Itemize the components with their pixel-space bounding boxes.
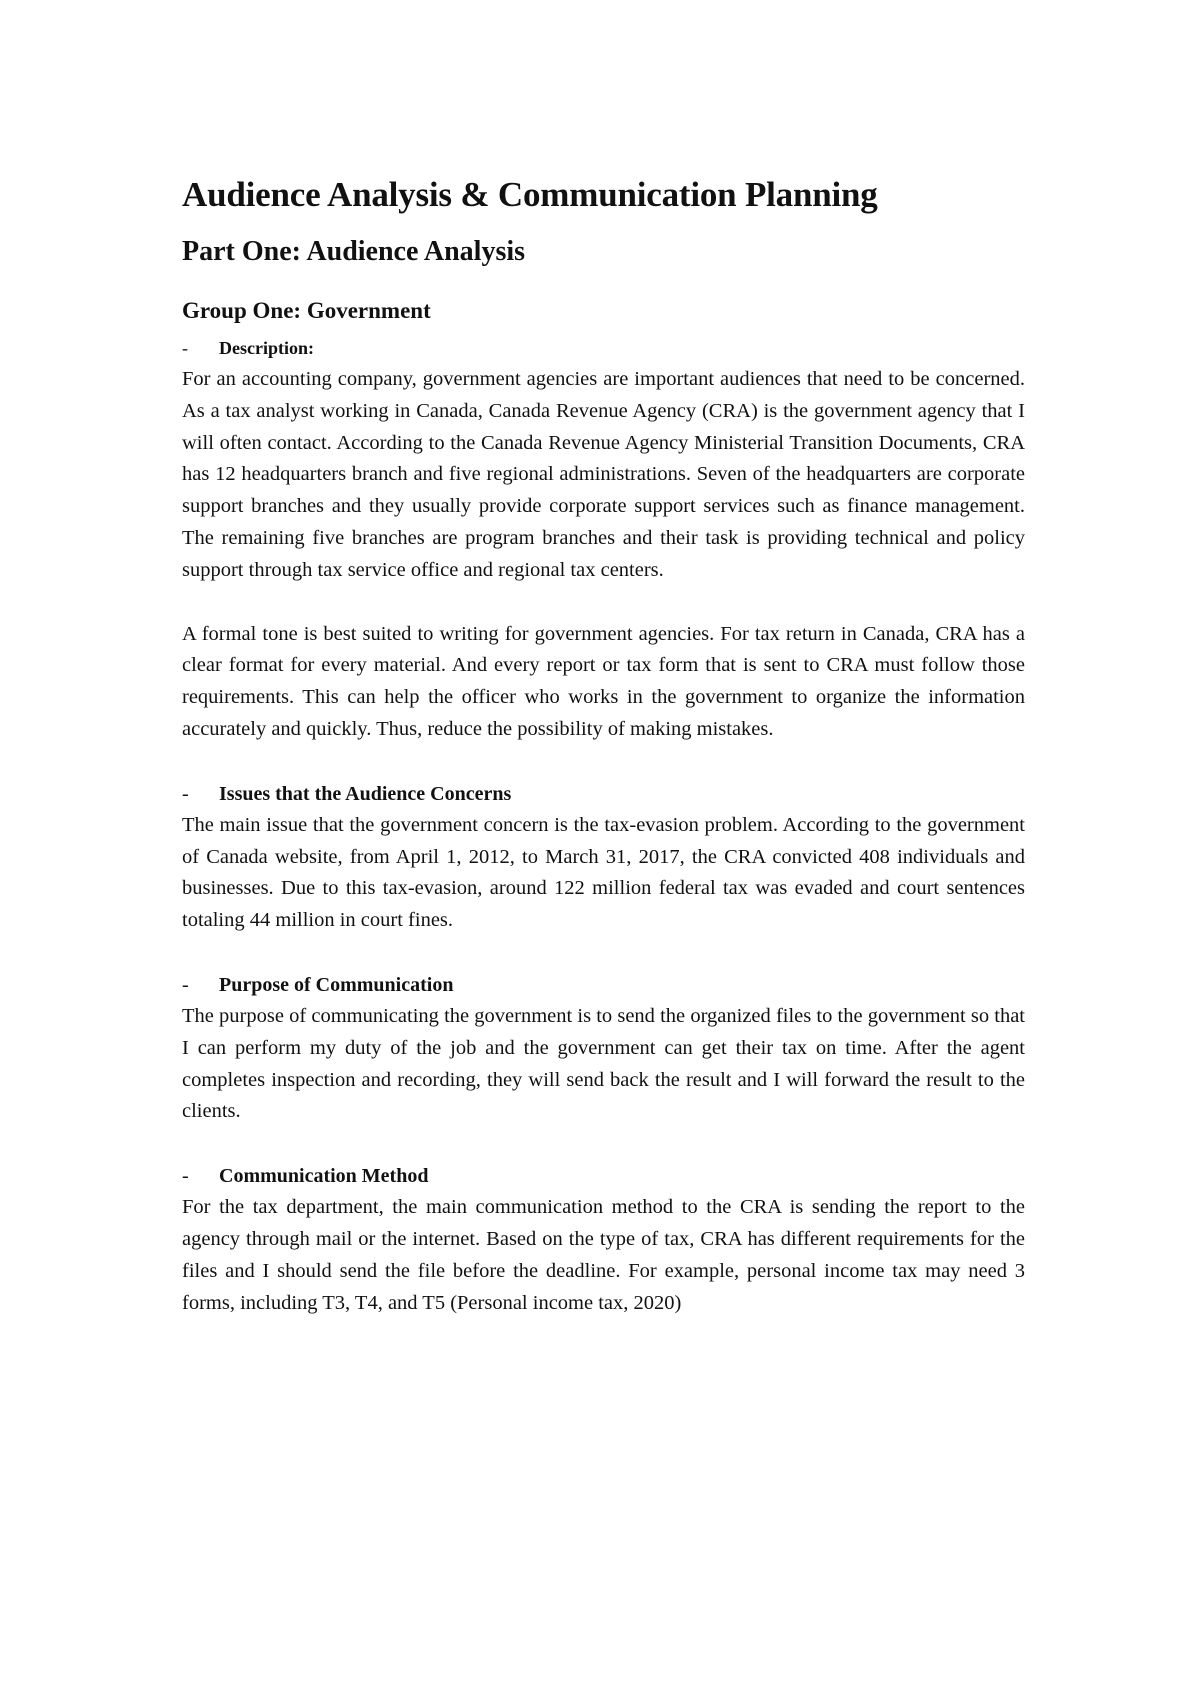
section-heading-label: Communication Method bbox=[219, 1165, 429, 1188]
section-heading-label: Issues that the Audience Concerns bbox=[219, 782, 512, 805]
bullet-dash: - bbox=[182, 973, 189, 996]
group-heading: Group One: Government bbox=[182, 298, 431, 323]
section-purpose bbox=[182, 969, 1025, 1128]
section-communication-method bbox=[182, 1160, 1025, 1319]
section-heading bbox=[182, 969, 1025, 1001]
document-page bbox=[182, 170, 1025, 1319]
section-heading-label: Description: bbox=[219, 338, 314, 358]
section-spacer bbox=[182, 746, 1025, 778]
paragraph: The purpose of communicating the government is to send the organized files to the government so that I can perform my duty of the job and the government can get their tax on time. After the agent completes inspection and recording, they will send back the result and I will forward the result to the clients. bbox=[182, 1004, 1025, 1123]
document-title: Audience Analysis & Communication Planning bbox=[182, 175, 878, 214]
section-spacer bbox=[182, 937, 1025, 969]
section-heading-label: Purpose of Communication bbox=[219, 973, 454, 996]
bullet-dash: - bbox=[182, 1165, 189, 1188]
paragraph: For the tax department, the main communication method to the CRA is sending the report to the agency through mail or the internet. Based on the type of tax, CRA has different requirements for the files and I should send the file before the deadline. For example, personal income tax may need 3 forms, including T3, T4, and T5 (Personal income tax, 2020) bbox=[182, 1196, 1025, 1314]
section-heading bbox=[182, 332, 1025, 364]
paragraph: A formal tone is best suited to writing for government agencies. For tax return in Canada, CRA has a clear format for every material. And every report or tax form that is sent to CRA must follow those requirements. This can help the officer who works in the government to organize the information accurately and quickly. Thus, reduce the possibility of making mistakes. bbox=[182, 622, 1025, 740]
paragraph: For an accounting company, government agencies are important audiences that need to be concerned. As a tax analyst working in Canada, Canada Revenue Agency (CRA) is the government agency that I will often contact. According to the Canada Revenue Agency Ministerial Transition Documents, CRA has 12 headquarters branch and five regional administrations. Seven of the headquarters are corporate support branches and they usually provide corporate support services such as finance management. The remaining five branches are program branches and their task is providing technical and policy support through tax service office and regional tax centers. bbox=[182, 368, 1025, 581]
paragraph-spacer bbox=[182, 587, 1025, 619]
section-heading bbox=[182, 778, 1025, 810]
part-heading: Part One: Audience Analysis bbox=[182, 236, 526, 267]
section-issues bbox=[182, 778, 1025, 937]
paragraph: The main issue that the government concern is the tax-evasion problem. According to the government of Canada website, from April 1, 2012, to March 31, 2017, the CRA convicted 408 individuals and businesses. Due to this tax-evasion, around 122 million federal tax was evaded and court sentences totaling 44 million in court fines. bbox=[182, 813, 1025, 932]
bullet-dash: - bbox=[182, 782, 189, 805]
section-spacer bbox=[182, 1128, 1025, 1160]
section-description bbox=[182, 332, 1025, 746]
bullet-dash: - bbox=[182, 338, 188, 358]
section-heading bbox=[182, 1160, 1025, 1192]
